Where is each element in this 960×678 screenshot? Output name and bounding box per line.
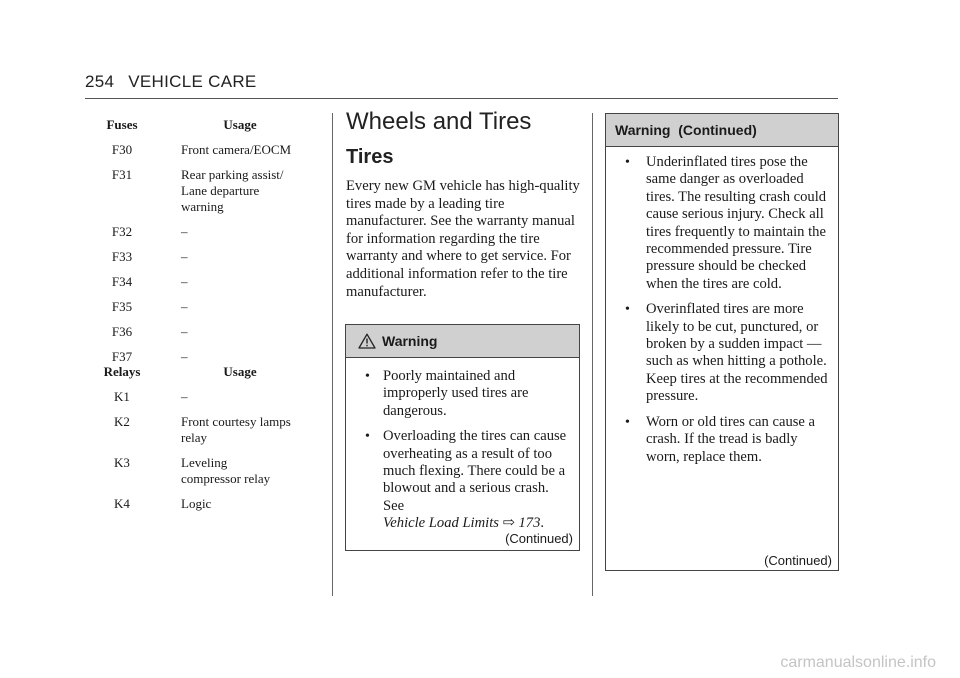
section-title: Wheels and Tires <box>346 108 532 135</box>
table-row <box>88 414 324 446</box>
bullet-icon: • <box>365 429 370 445</box>
usage-column-header: Usage <box>223 117 257 132</box>
fuse-table <box>88 117 324 365</box>
fuse-table-header <box>88 117 324 133</box>
warning-list <box>346 368 579 533</box>
relay-id: K3 <box>114 455 130 470</box>
warning-bullet-text: Worn or old tires can cause a crash. If the tread is badly worn, replace them. <box>646 413 816 465</box>
warning-title: Warning (Continued) <box>615 122 757 138</box>
fuse-usage: – <box>181 349 188 364</box>
header-rule <box>85 98 838 99</box>
bullet-icon: • <box>625 414 630 430</box>
fuse-usage: Front camera/EOCM <box>181 142 292 157</box>
relay-id: K4 <box>114 496 130 511</box>
fuse-usage: – <box>181 274 188 289</box>
list-item <box>346 368 579 420</box>
watermark: carmanualsonline.info <box>780 654 936 671</box>
relay-table-header <box>88 364 324 380</box>
fuse-id: F32 <box>111 224 133 239</box>
page-number: 254 <box>85 72 115 91</box>
page-ref-arrow-icon: ⇨ <box>502 515 515 532</box>
list-item: • Overloading the tires can cause overheating as a result of too much flexing. There could be a blowout and a serious crash. See Vehicle Load Limits ⇨ 173. <box>365 428 567 532</box>
table-row <box>88 299 324 315</box>
relay-usage: Leveling compressor relay <box>181 455 271 486</box>
warning-triangle-icon <box>358 333 376 349</box>
fuse-usage: – <box>181 249 188 264</box>
fuse-usage: Rear parking assist/ Lane departure warning <box>181 167 284 214</box>
warning-title: Warning <box>382 333 438 349</box>
relay-id: K2 <box>114 414 130 429</box>
relay-usage: – <box>181 389 188 404</box>
relay-table <box>88 364 324 512</box>
warning-bullet-text: Poorly maintained and improperly used tires are dangerous. <box>383 368 529 419</box>
table-row <box>88 455 324 487</box>
column-divider-left <box>332 113 333 596</box>
fuse-id: F35 <box>111 299 133 314</box>
warning-list <box>606 154 838 466</box>
list-item <box>606 414 838 466</box>
continued-label: (Continued) <box>764 553 832 568</box>
bullet-icon: • <box>625 302 630 318</box>
warning-bullet-text: Underinflated tires pose the same danger as overloaded tires. The resulting crash could cause serious injury. Check all tires frequently to maintain the recommended pressure. Tire pressure should be checked when the tires are cold. <box>646 154 827 292</box>
list-item <box>606 154 838 293</box>
fuse-usage: – <box>181 224 188 239</box>
fuses-column-header: Fuses <box>106 117 138 132</box>
fuse-usage: – <box>181 324 188 339</box>
warning-bullet-text: Overloading the tires can cause overheating as a result of too much flexing. There could be a blowout and a serious crash. See <box>383 428 567 514</box>
relay-id: K1 <box>114 389 130 404</box>
bullet-icon: • <box>365 369 370 384</box>
cross-reference-page[interactable]: 173 <box>518 515 541 532</box>
column-divider-right <box>592 113 593 596</box>
list-item <box>606 301 838 405</box>
warning-continued-box <box>605 113 839 571</box>
cross-reference-link[interactable]: Vehicle Load Limits <box>383 515 499 532</box>
continued-label: (Continued) <box>505 531 573 546</box>
page-header <box>85 72 257 92</box>
fuse-id: F33 <box>111 249 133 264</box>
relay-usage: Front courtesy lamps relay <box>181 414 291 445</box>
warning-header <box>346 325 579 358</box>
fuse-id: F36 <box>111 324 133 339</box>
table-row <box>88 389 324 405</box>
section-header: VEHICLE CARE <box>128 72 257 91</box>
fuse-id: F30 <box>111 142 133 157</box>
table-row <box>88 249 324 265</box>
warning-bullet-text: Overinflated tires are more likely to be cut, punctured, or broken by a sudden impact — such as when hitting a pothole. Keep tires at the recommended pressure. <box>646 301 828 405</box>
table-row <box>88 324 324 340</box>
relays-column-header: Relays <box>103 364 141 379</box>
relay-usage: Logic <box>181 496 212 511</box>
bullet-icon: • <box>625 155 630 170</box>
warning-box <box>345 324 580 551</box>
table-row <box>88 274 324 290</box>
intro-paragraph: Every new GM vehicle has high-quality tires made by a leading tire manufacturer. See the warranty manual for information regarding the tire warranty and where to get service. For additional information refer to the tire manufacturer. <box>346 178 580 300</box>
fuse-usage: – <box>181 299 188 314</box>
table-row <box>88 224 324 240</box>
table-row <box>88 496 324 512</box>
usage-column-header: Usage <box>223 364 257 379</box>
warning-header <box>606 114 838 147</box>
fuse-id: F31 <box>111 167 133 182</box>
subsection-title: Tires <box>346 146 394 168</box>
fuse-id: F34 <box>111 274 133 289</box>
table-row <box>88 142 324 158</box>
table-row <box>88 167 324 215</box>
table-row <box>88 349 324 365</box>
fuse-id: F37 <box>111 349 133 364</box>
